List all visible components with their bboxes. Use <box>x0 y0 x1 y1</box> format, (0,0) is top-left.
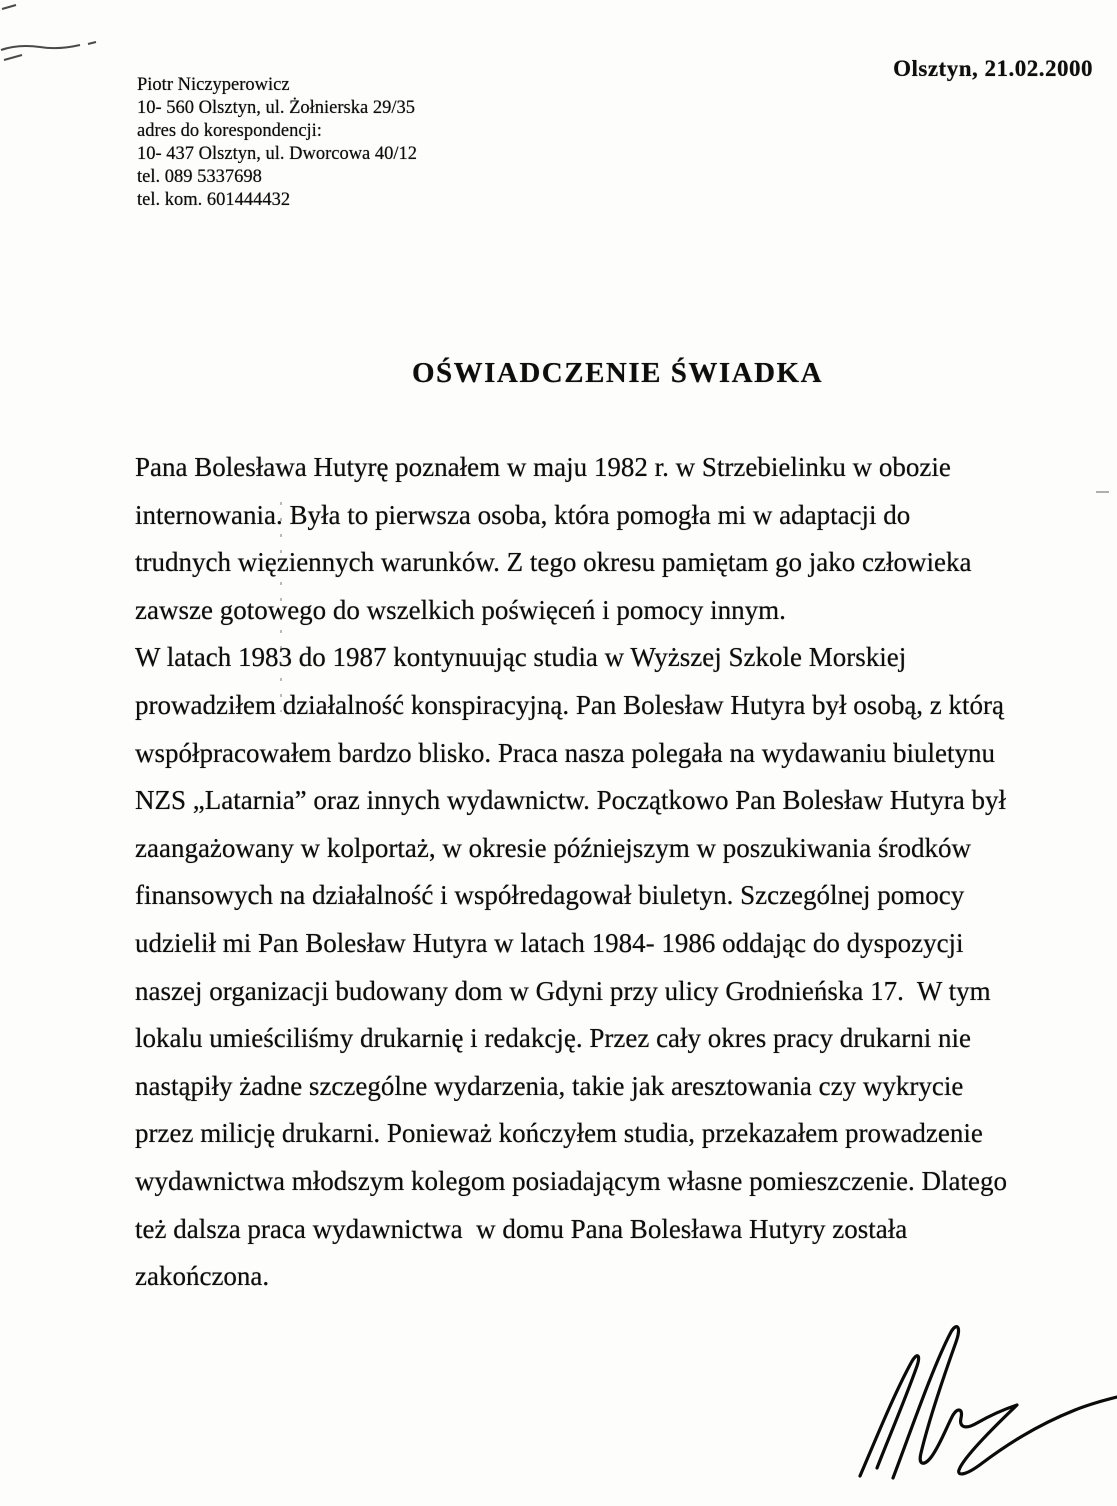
sender-phone: tel. 089 5337698 <box>137 167 262 187</box>
scan-artifact-dash <box>1096 491 1109 493</box>
body-line: zaangażowany w kolportaż, w okresie późniejszym w poszukiwania środków <box>135 832 971 863</box>
scan-artifact-top-left <box>0 0 120 70</box>
body-line: też dalsza praca wydawnictwa w domu Pana Bolesława Hutyry została <box>135 1213 908 1244</box>
sender-address: 10- 560 Olsztyn, ul. Żołnierska 29/35 <box>137 98 415 118</box>
sender-name: Piotr Niczyperowicz <box>137 75 290 95</box>
sender-correspondence-label: adres do korespondencji: <box>137 121 322 141</box>
body-line: W latach 1983 do 1987 kontynuując studia w Wyższej Szkole Morskiej <box>135 642 907 673</box>
body-line: naszej organizacji budowany dom w Gdyni przy ulicy Grodnieńska 17. W tym <box>135 975 991 1006</box>
body-line: udzielił mi Pan Bolesław Hutyra w latach 1984- 1986 oddając do dyspozycji <box>135 927 964 958</box>
body-line: NZS „Latarnia” oraz innych wydawnictw. Początkowo Pan Bolesław Hutyra był <box>135 785 1007 816</box>
handwritten-signature-icon <box>835 1318 1117 1506</box>
body-line: współpracowałem bardzo blisko. Praca nasza polegała na wydawaniu biuletynu <box>135 737 995 768</box>
document-title: OŚWIADCZENIE ŚWIADKA <box>411 357 824 389</box>
date-line: Olsztyn, 21.02.2000 <box>893 56 1093 81</box>
body-line: internowania. Była to pierwsza osoba, która pomogła mi w adaptacji do <box>135 499 911 530</box>
scan-artifact-dotted-line <box>280 502 282 712</box>
body-line: zakończona. <box>135 1261 270 1292</box>
body-line: Pana Bolesława Hutyrę poznałem w maju 1982 r. w Strzebielinku w obozie <box>135 452 951 482</box>
body-line: nastąpiły żadne szczególne wydarzenia, takie jak aresztowania czy wykrycie <box>135 1070 964 1101</box>
body-line: trudnych więziennych warunków. Z tego okresu pamiętam go jako człowieka <box>135 547 972 578</box>
sender-block <box>137 74 417 212</box>
sender-mobile: tel. kom. 601444432 <box>137 190 291 210</box>
body-line: wydawnictwa młodszym kolegom posiadającym własne pomieszczenie. Dlatego <box>135 1165 1007 1196</box>
body-line: zawsze gotowego do wszelkich poświęceń i pomocy innym. <box>135 594 786 625</box>
body-line: prowadziłem działalność konspiracyjną. Pan Bolesław Hutyra był osobą, z którą <box>135 689 1005 720</box>
body-line: przez milicję drukarni. Ponieważ kończyłem studia, przekazałem prowadzenie <box>135 1118 983 1149</box>
body-line: lokalu umieściliśmy drukarnię i redakcję. Przez cały okres pracy drukarni nie <box>135 1023 971 1054</box>
body-line: finansowych na działalność i współredagował biuletyn. Szczególnej pomocy <box>135 880 965 911</box>
sender-correspondence-address: 10- 437 Olsztyn, ul. Dworcowa 40/12 <box>137 144 418 164</box>
